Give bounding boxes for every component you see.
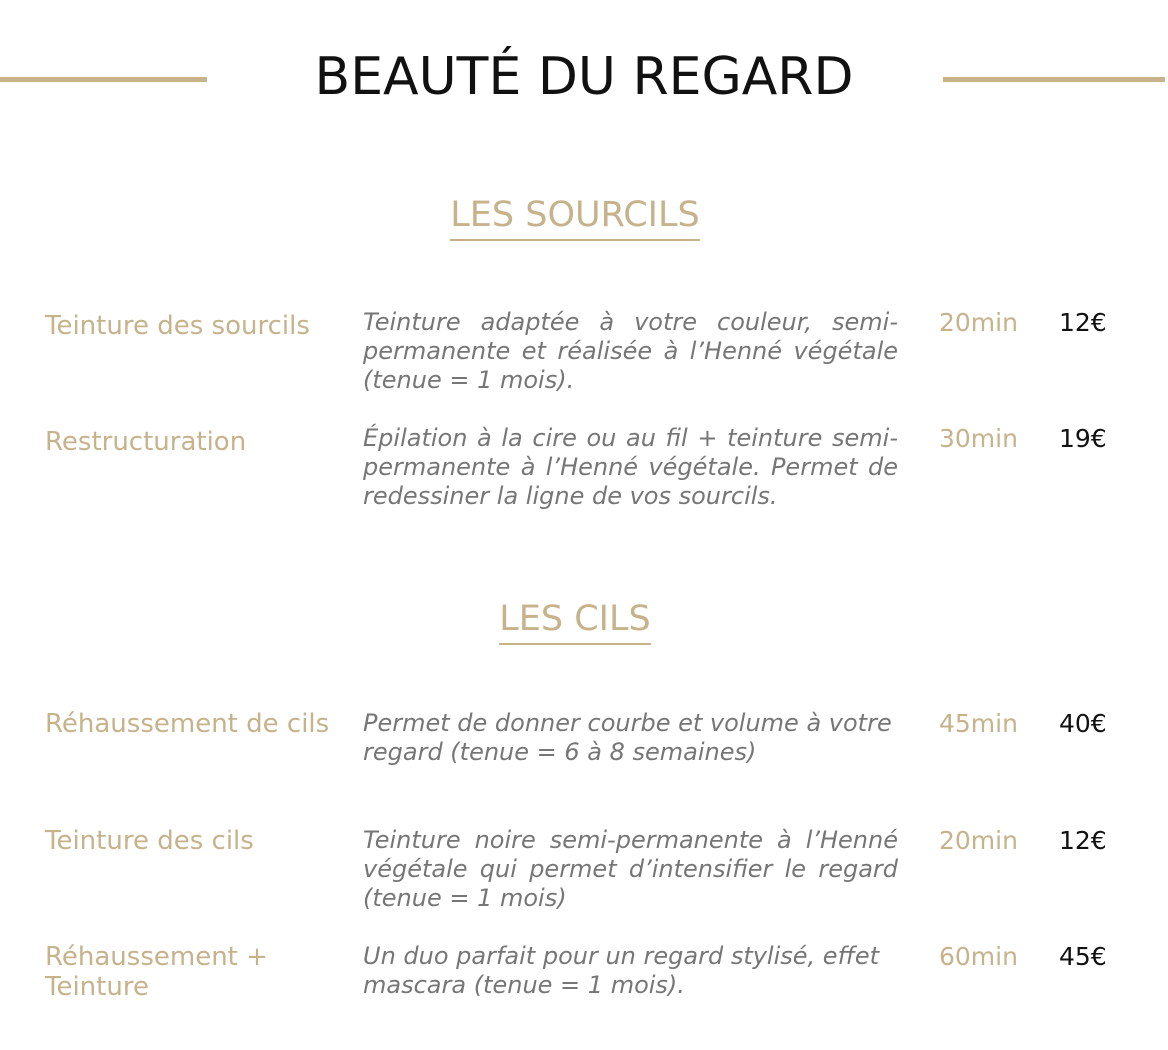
- service-name: Réhaussement de cils: [45, 709, 330, 739]
- service-duration: 30min: [939, 424, 1018, 453]
- service-name: Réhaussement + Teinture: [45, 942, 268, 1002]
- service-duration: 45min: [939, 709, 1018, 738]
- section-title-cils: [0, 597, 1150, 645]
- service-description: Un duo parfait pour un regard stylisé, effet mascara (tenue = 1 mois).: [363, 942, 880, 999]
- service-name: Teinture des cils: [45, 826, 254, 856]
- service-price: 19€: [1059, 424, 1107, 453]
- service-name: Restructuration: [45, 427, 247, 457]
- service-price: 12€: [1059, 308, 1107, 337]
- service-name: Teinture des sourcils: [45, 311, 310, 341]
- title-rule-right: [943, 77, 1165, 82]
- section-title-label: LES CILS: [499, 597, 650, 645]
- section-title-label: LES SOURCILS: [450, 193, 699, 241]
- service-duration: 20min: [939, 826, 1018, 855]
- service-duration: 20min: [939, 308, 1018, 337]
- service-description: Épilation à la cire ou au fil + teinture semi-permanente à l’Henné végétale. Permet de redessiner la ligne de vos sourcils.: [363, 424, 898, 510]
- section-title-sourcils: [0, 193, 1150, 241]
- service-description: Teinture adaptée à votre couleur, semi-permanente et réalisée à l’Henné végétale (tenue = 1 mois).: [363, 308, 898, 394]
- service-description: Teinture noire semi-permanente à l’Henné végétale qui permet d’intensifier le regard (tenue = 1 mois): [363, 826, 898, 912]
- service-price: 45€: [1059, 942, 1107, 971]
- service-duration: 60min: [939, 942, 1018, 971]
- service-price: 40€: [1059, 709, 1107, 738]
- service-price: 12€: [1059, 826, 1107, 855]
- service-description: Permet de donner courbe et volume à votre regard (tenue = 6 à 8 semaines): [363, 709, 892, 766]
- page-title: BEAUTÉ DU REGARD: [314, 47, 854, 107]
